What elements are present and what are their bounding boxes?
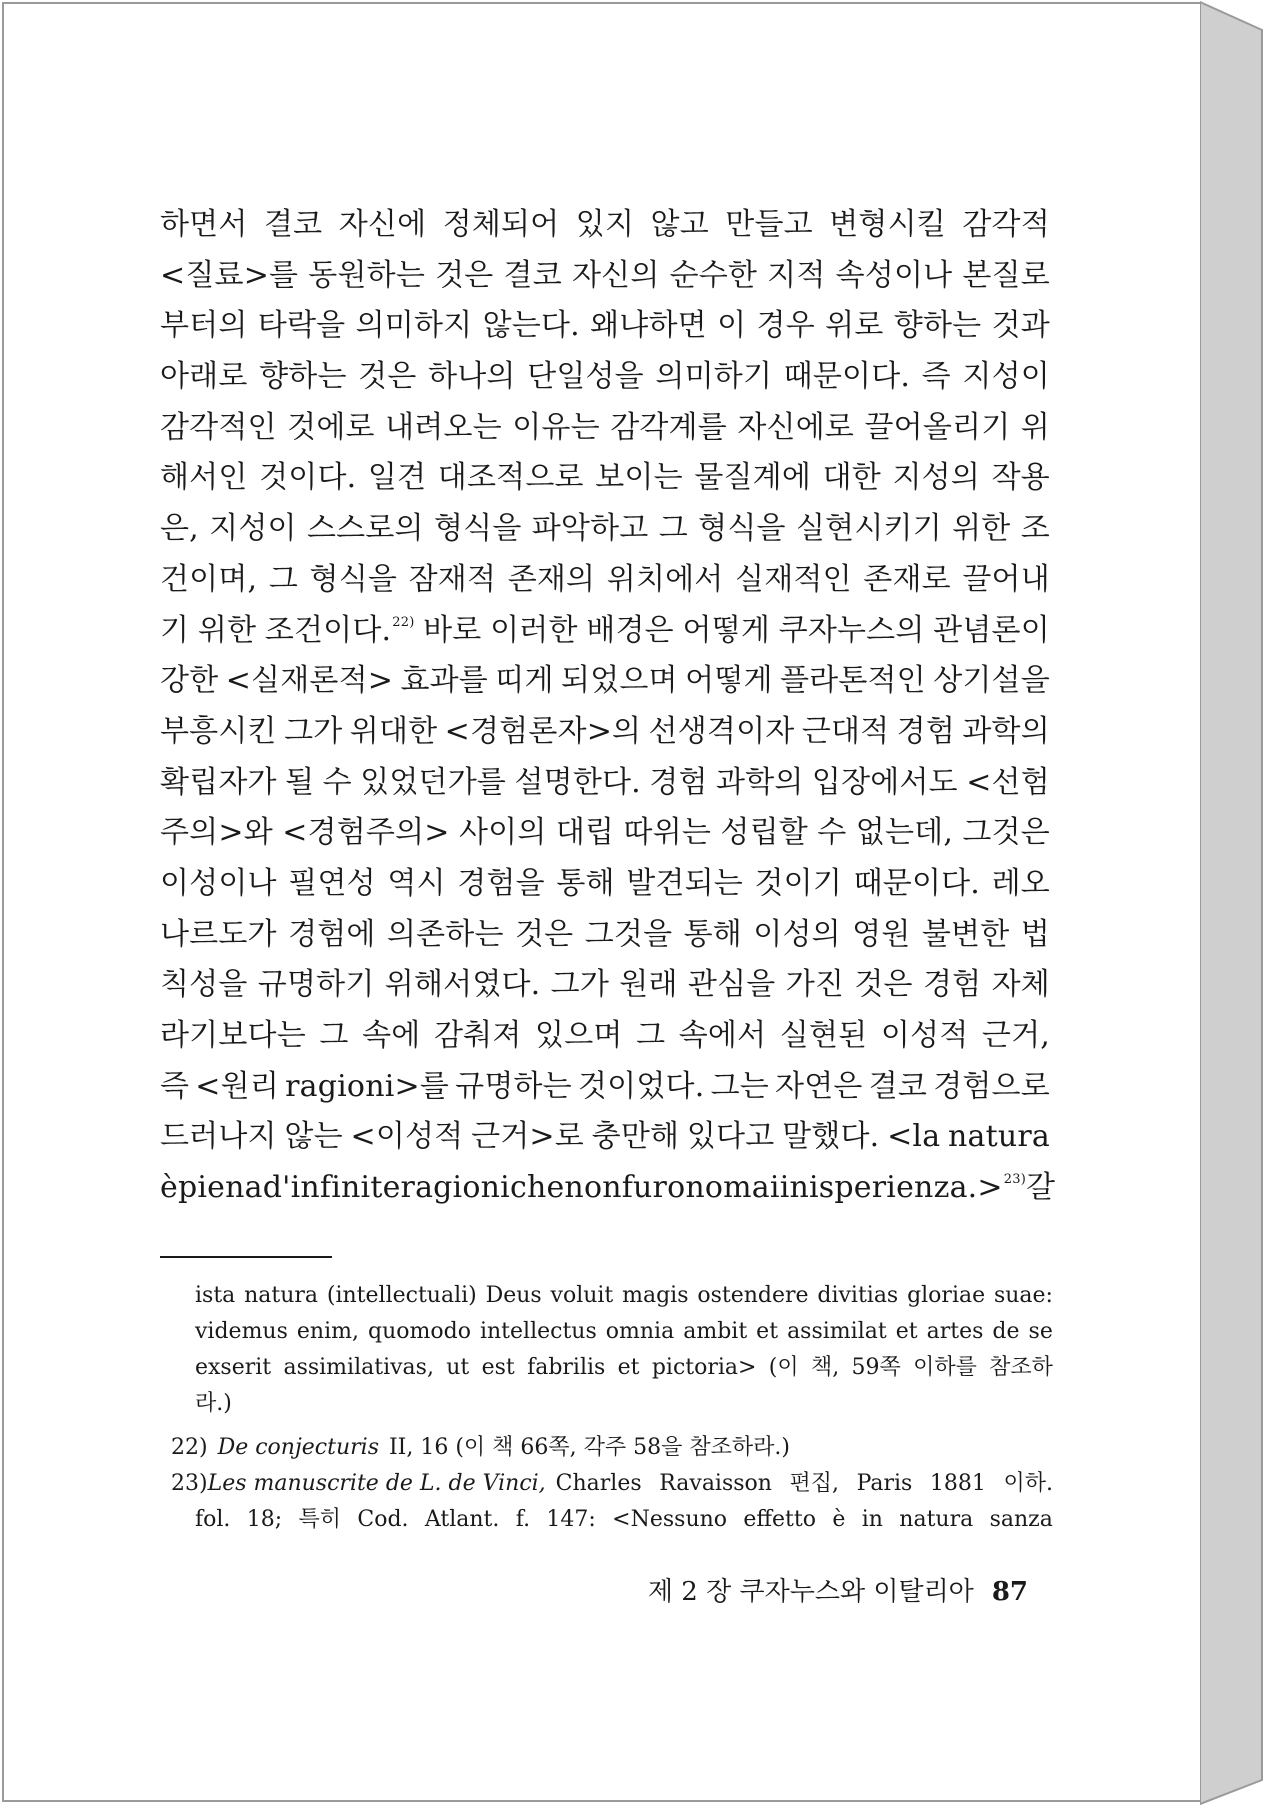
body-word: 아래로 bbox=[160, 359, 248, 395]
body-word: 감각계를 bbox=[610, 409, 727, 445]
body-word: 어떻게 bbox=[685, 663, 773, 699]
body-word: 띠게 bbox=[495, 663, 554, 699]
body-word: 위대한 bbox=[349, 713, 438, 749]
body-word: 순수한 bbox=[669, 257, 758, 293]
body-word: 실현시키기 bbox=[795, 511, 942, 547]
body-line bbox=[160, 758, 1050, 809]
body-word: 결코 bbox=[503, 257, 562, 293]
body-word: 이유는 bbox=[512, 409, 600, 445]
body-word: 잠재적 bbox=[408, 561, 497, 597]
body-word: <실재론적> bbox=[225, 663, 394, 699]
body-word: 작용 bbox=[991, 460, 1050, 496]
body-line bbox=[160, 301, 1050, 352]
body-word: 실재적인 bbox=[735, 561, 852, 597]
body-word: 필연성 bbox=[288, 865, 376, 901]
body-word: 그가 bbox=[284, 713, 343, 749]
footnote-word: 18; bbox=[246, 1507, 283, 1532]
body-word: 이러한 bbox=[490, 612, 578, 648]
body-word: 위치에서 bbox=[606, 561, 724, 597]
footnote-word: de bbox=[992, 1319, 1020, 1344]
body-word: 지적 bbox=[767, 257, 826, 293]
footnote-word: sanza bbox=[989, 1507, 1053, 1532]
footnote-word: in bbox=[861, 1507, 883, 1532]
body-word: 것은 bbox=[435, 257, 494, 293]
body-word: 과학의 bbox=[716, 764, 804, 800]
body-word: 과학의 bbox=[962, 713, 1050, 749]
body-word: 자신에로 bbox=[737, 409, 855, 445]
body-word: 위로 bbox=[825, 308, 884, 344]
footnote-word: se bbox=[1028, 1319, 1053, 1344]
body-word: 근거, bbox=[981, 1018, 1050, 1053]
footnote-word: gloriae bbox=[907, 1283, 986, 1308]
footnote-word: magis bbox=[622, 1283, 689, 1308]
footnote-word: 편집, bbox=[789, 1471, 840, 1496]
body-word: non bbox=[564, 1170, 622, 1206]
body-word: 조건이다.$^{22)}$ bbox=[264, 612, 415, 648]
body-line bbox=[160, 1163, 1056, 1214]
footnote-continuation-line bbox=[195, 1350, 1053, 1386]
body-line bbox=[160, 251, 1050, 302]
body-word: 조 bbox=[1020, 511, 1050, 547]
body-word: 플라톤적인 bbox=[779, 663, 926, 699]
footnote-word: Cod. bbox=[357, 1507, 409, 1532]
body-word: furono bbox=[621, 1170, 724, 1206]
body-line bbox=[160, 859, 1050, 910]
body-word: 근거>로 bbox=[471, 1119, 584, 1155]
footnote-23 bbox=[171, 1466, 1053, 1502]
footnote-label: 23) bbox=[171, 1471, 208, 1496]
body-word: 경험으로 bbox=[933, 1068, 1050, 1104]
footnote-title: Les manuscrite de L. de Vinci, bbox=[207, 1471, 546, 1496]
body-word: 의미하지 bbox=[355, 308, 473, 344]
body-word: 속에 bbox=[362, 1018, 421, 1053]
body-word: 것이었다. bbox=[577, 1068, 705, 1104]
body-word: 바로 bbox=[423, 612, 482, 648]
body-word: 실현된 bbox=[779, 1018, 868, 1053]
body-word: 원래 bbox=[619, 967, 678, 1003]
footnote-word: quomodo bbox=[368, 1319, 471, 1344]
footnote-word: ambit bbox=[683, 1319, 748, 1344]
footnote-word: fabrilis bbox=[527, 1355, 606, 1380]
body-word: 이성적 bbox=[880, 1018, 969, 1053]
footnote-word: divitias bbox=[817, 1283, 899, 1308]
body-word: 경험에 bbox=[288, 916, 376, 952]
body-word: 감각적인 bbox=[160, 409, 277, 445]
footnote-word: 이하. bbox=[1003, 1471, 1053, 1496]
body-word: 레오 bbox=[991, 865, 1050, 901]
body-word: 것은 bbox=[515, 916, 574, 952]
body-word: 감각적 bbox=[962, 207, 1050, 242]
body-word: è bbox=[160, 1170, 178, 1206]
body-word: 않는 bbox=[284, 1119, 343, 1155]
footnote-word: natura bbox=[244, 1283, 319, 1308]
body-word: 그는 bbox=[710, 1068, 769, 1104]
footnote-word: suae: bbox=[993, 1283, 1053, 1308]
body-word: 내려오는 bbox=[385, 409, 502, 445]
running-footer bbox=[648, 1572, 1028, 1612]
body-word: 경험 bbox=[649, 764, 708, 800]
footnote-label: 22) bbox=[171, 1435, 208, 1460]
body-word: <경험주의> bbox=[282, 815, 450, 851]
body-word: 즉 bbox=[160, 1068, 190, 1104]
body-word: 것은 bbox=[854, 967, 913, 1003]
footnote-22 bbox=[171, 1430, 1053, 1466]
footnote-word: Atlant. bbox=[424, 1507, 500, 1532]
body-word: 자체 bbox=[991, 967, 1050, 1003]
body-word: 위한 bbox=[952, 511, 1011, 547]
body-word: 단일성을 bbox=[527, 359, 644, 395]
footnote-word: (이 bbox=[768, 1355, 799, 1380]
body-word: 발견되는 bbox=[626, 865, 743, 901]
body-word: isperienza.>$^{23)}$ bbox=[809, 1170, 1026, 1206]
body-word: 건이며, bbox=[160, 561, 258, 597]
body-word: 부터의 bbox=[160, 308, 248, 344]
footnote-word: 특히 bbox=[298, 1507, 342, 1532]
body-word: 규명하는 bbox=[455, 1068, 572, 1104]
footnote-ref-22[interactable]: 22) bbox=[392, 614, 415, 630]
body-word: in bbox=[779, 1170, 810, 1206]
body-word: 그가 bbox=[550, 967, 610, 1003]
body-word: 수 bbox=[817, 815, 847, 851]
footnote-continuation-line bbox=[195, 1314, 1053, 1350]
body-line bbox=[160, 1011, 1050, 1062]
body-word: <이성적 bbox=[350, 1119, 464, 1155]
body-word: 있다고 bbox=[686, 1119, 775, 1155]
body-word: 통해 bbox=[556, 865, 615, 901]
body-word: 사이의 bbox=[458, 815, 547, 851]
footnote-continuation-line bbox=[195, 1386, 1053, 1422]
body-word: 형식을 bbox=[309, 561, 398, 597]
page-number: 87 bbox=[991, 1577, 1028, 1607]
body-word: 위해서였다. bbox=[384, 967, 541, 1003]
body-word: 통해 bbox=[683, 916, 742, 952]
footnote-word: 59쪽 bbox=[851, 1355, 901, 1380]
footnote-text: II, 16 (이 책 66쪽, 각주 58을 참조하라.) bbox=[388, 1435, 790, 1460]
footnote-word: et bbox=[895, 1319, 918, 1344]
body-word: 대립 bbox=[555, 815, 615, 851]
footnote-word: voluit bbox=[550, 1283, 614, 1308]
body-word: 이 bbox=[717, 308, 747, 344]
body-word: 그것은 bbox=[962, 815, 1050, 851]
body-word: 파악하고 bbox=[531, 511, 649, 547]
footnote-word: effetto bbox=[743, 1507, 816, 1532]
body-word: 그 bbox=[268, 561, 298, 597]
footnote-word: Ravaisson bbox=[659, 1471, 772, 1496]
footnote-word: 이하를 bbox=[913, 1355, 977, 1380]
body-word: d'infinite bbox=[262, 1170, 401, 1206]
body-word: 기 bbox=[160, 612, 190, 648]
body-word: 역시 bbox=[387, 865, 446, 901]
footnote-word: omnia bbox=[605, 1319, 675, 1344]
body-word: 칙성을 bbox=[160, 967, 248, 1003]
body-word: 의미하기 bbox=[655, 359, 773, 395]
body-word: 효과를 bbox=[400, 663, 488, 699]
footnote-word: et bbox=[617, 1355, 640, 1380]
body-line bbox=[160, 808, 1050, 859]
body-line bbox=[160, 1062, 1050, 1113]
body-word: 부흥시킨 bbox=[160, 713, 277, 749]
body-word: 규명하기 bbox=[257, 967, 375, 1003]
body-word: 있으며 bbox=[535, 1018, 623, 1053]
body-word: <질료>를 bbox=[160, 257, 299, 293]
body-word: 자신에 bbox=[338, 207, 427, 242]
body-word: 그것을 bbox=[584, 916, 673, 952]
body-word: 것은 bbox=[358, 359, 417, 395]
body-word: 해서인 bbox=[160, 460, 248, 496]
body-word: 향하는 bbox=[893, 308, 982, 344]
body-word: 않는다. bbox=[482, 308, 580, 344]
footnote-divider bbox=[160, 1256, 332, 1258]
footnote-word: Paris bbox=[856, 1471, 913, 1496]
body-word: 배경은 bbox=[586, 612, 674, 648]
footnote-word: exserit bbox=[195, 1355, 272, 1380]
body-word: 위한 bbox=[197, 612, 257, 648]
body-line bbox=[160, 403, 1050, 454]
body-line bbox=[160, 200, 1050, 251]
body-word: 없는데, bbox=[855, 815, 954, 851]
body-word: ragioni>를 bbox=[285, 1068, 450, 1104]
body-word: <원리 bbox=[195, 1068, 279, 1104]
body-word: 것이다. bbox=[259, 460, 357, 496]
footnote-text bbox=[556, 1466, 1053, 1502]
body-word: 물질계에 bbox=[694, 460, 812, 496]
footnote-ref-23[interactable]: 23) bbox=[1003, 1172, 1026, 1188]
body-word: 선생격이자 bbox=[648, 713, 795, 749]
body-word: 의존하는 bbox=[386, 916, 504, 952]
body-word: 수 bbox=[322, 764, 352, 800]
footnote-word: 1881 bbox=[929, 1471, 986, 1496]
chapter-title: 제 2 장 쿠자누스와 이탈리아 bbox=[647, 1577, 974, 1607]
footnote-word: ut bbox=[446, 1355, 470, 1380]
body-word: 감춰져 bbox=[433, 1018, 522, 1053]
body-word: 하면서 bbox=[160, 207, 248, 242]
body-word: 이성이나 bbox=[160, 865, 277, 901]
body-line bbox=[160, 1112, 1050, 1163]
body-word: 주의>와 bbox=[160, 815, 273, 851]
body-word: 자신의 bbox=[571, 257, 660, 293]
body-word: 끌어내 bbox=[962, 561, 1050, 597]
body-word: 자연은 bbox=[775, 1068, 863, 1104]
body-word: 결코 bbox=[263, 207, 323, 242]
body-word: 이성의 bbox=[753, 916, 841, 952]
footnotes bbox=[171, 1278, 1053, 1538]
body-word: 라기보다는 bbox=[160, 1018, 306, 1053]
body-word: 관심을 bbox=[687, 967, 776, 1003]
body-word: <선험 bbox=[966, 764, 1050, 800]
body-word: 것과 bbox=[991, 308, 1050, 344]
body-word: 되었으며 bbox=[561, 663, 678, 699]
footnote-text: 라.) bbox=[195, 1391, 232, 1416]
body-word: 있지 bbox=[575, 207, 635, 242]
body-line bbox=[160, 453, 1050, 504]
body-word: 때문이다. bbox=[853, 865, 981, 901]
body-word: 형식을 bbox=[433, 511, 522, 547]
body-word: 타락을 bbox=[257, 308, 346, 344]
body-word: 것에로 bbox=[287, 409, 375, 445]
body-word: 근대적 bbox=[801, 713, 890, 749]
body-word: 법 bbox=[1020, 916, 1050, 952]
body-line bbox=[160, 910, 1050, 961]
body-word: 그 bbox=[636, 1018, 666, 1053]
footnote-word: Charles bbox=[555, 1471, 642, 1496]
body-word: 형식을 bbox=[698, 511, 786, 547]
body-word: 정체되어 bbox=[442, 207, 560, 242]
body-word: 결코 bbox=[868, 1068, 928, 1104]
body-line bbox=[160, 960, 1050, 1011]
body-word: 대한 bbox=[822, 460, 881, 496]
body-word: 본질로 bbox=[962, 257, 1050, 293]
body-word: 속성이나 bbox=[835, 257, 953, 293]
body-word: 것이기 bbox=[754, 865, 843, 901]
body-word: 끌어올리기 bbox=[864, 409, 1011, 445]
body-word: che bbox=[509, 1170, 565, 1206]
body-word: 상기설을 bbox=[933, 663, 1050, 699]
body-word: 쿠자누스의 bbox=[778, 612, 925, 648]
body-word: 충만해 bbox=[591, 1119, 680, 1155]
footnote-word: (intellectuali) bbox=[326, 1283, 477, 1308]
body-word: 그 bbox=[658, 511, 688, 547]
body-word: 일견 bbox=[367, 460, 427, 496]
footnote-word: 책, bbox=[810, 1355, 840, 1380]
footnote-word: enim, bbox=[296, 1319, 359, 1344]
footnote-word: est bbox=[481, 1355, 515, 1380]
body-line bbox=[160, 656, 1050, 707]
body-word: 않고 bbox=[650, 207, 709, 242]
footnote-word: 참조하 bbox=[989, 1355, 1053, 1380]
body-word: 은, bbox=[160, 511, 199, 547]
body-word: ragioni bbox=[400, 1170, 510, 1206]
body-line bbox=[160, 352, 1050, 403]
body-word: 성립할 bbox=[720, 815, 808, 851]
body-word: 향하는 bbox=[259, 359, 347, 395]
body-word: 동원하는 bbox=[308, 257, 426, 293]
footnote-word: intellectus bbox=[479, 1319, 597, 1344]
body-word: 드러나지 bbox=[160, 1119, 277, 1155]
footnote-continuation-line bbox=[195, 1278, 1053, 1314]
footnote-word: f. bbox=[515, 1507, 531, 1532]
body-word: 있었던가를 bbox=[360, 764, 507, 800]
body-word: 영원 bbox=[852, 916, 911, 952]
body-line bbox=[160, 707, 1050, 758]
body-word: 위 bbox=[1020, 409, 1050, 445]
footnote-word: fol. bbox=[195, 1507, 231, 1532]
page-stack-edge bbox=[1200, 0, 1275, 1806]
body-word: 하나의 bbox=[428, 359, 516, 395]
body-word: 될 bbox=[285, 764, 315, 800]
body-word: 확립자가 bbox=[160, 764, 277, 800]
body-line bbox=[160, 606, 1050, 657]
body-word: natura bbox=[947, 1119, 1050, 1155]
body-word: 어떻게 bbox=[682, 612, 771, 648]
footnote-word: <Nessuno bbox=[612, 1507, 728, 1532]
footnote-word: natura bbox=[899, 1507, 974, 1532]
body-text bbox=[160, 200, 1056, 1214]
body-word: 지성이 bbox=[209, 511, 297, 547]
footnote-word: 147: bbox=[546, 1507, 596, 1532]
body-word: 경험 bbox=[922, 967, 982, 1003]
body-word: 나르도가 bbox=[160, 916, 277, 952]
body-line bbox=[160, 555, 1050, 606]
footnote-word: et bbox=[756, 1319, 779, 1344]
footnote-word: ostendere bbox=[697, 1283, 809, 1308]
body-word: 불변한 bbox=[921, 916, 1010, 952]
body-word: 스스로의 bbox=[306, 511, 424, 547]
body-word: 속에서 bbox=[678, 1018, 767, 1053]
body-word: 경험을 bbox=[457, 865, 545, 901]
body-word: 그 bbox=[319, 1018, 349, 1053]
footnote-title: De conjecturis bbox=[217, 1435, 379, 1460]
body-word: 때문이다. bbox=[783, 359, 911, 395]
body-word: piena bbox=[177, 1170, 263, 1206]
footnote-word: assimilat bbox=[787, 1319, 887, 1344]
body-word: 대조적으로 bbox=[437, 460, 584, 496]
body-word: 설명한다. bbox=[514, 764, 641, 800]
footnote-word: Deus bbox=[485, 1283, 542, 1308]
body-word: 입장에서도 bbox=[811, 764, 958, 800]
body-word: <경험론자>의 bbox=[444, 713, 642, 749]
body-word: 말했다. bbox=[782, 1119, 880, 1155]
footnote-word: è bbox=[832, 1507, 846, 1532]
body-word: mai bbox=[723, 1170, 780, 1206]
body-word: 존재의 bbox=[507, 561, 596, 597]
body-word: 경험 bbox=[896, 713, 956, 749]
footnote-word: videmus bbox=[195, 1319, 288, 1344]
body-word: 강한 bbox=[160, 663, 219, 699]
body-word: 왜냐하면 bbox=[590, 308, 707, 344]
body-word: 만들고 bbox=[725, 207, 813, 242]
body-word: 갈 bbox=[1025, 1170, 1056, 1206]
body-word: 즉 bbox=[921, 359, 951, 395]
body-word: 존재로 bbox=[863, 561, 951, 597]
footnote-word: artes bbox=[926, 1319, 984, 1344]
body-word: <la bbox=[887, 1119, 941, 1155]
body-word: 따위는 bbox=[623, 815, 712, 851]
body-word: 경우 bbox=[756, 308, 815, 344]
body-word: 지성이 bbox=[962, 359, 1050, 395]
body-word: 변형시킬 bbox=[829, 207, 946, 242]
body-word: 지성의 bbox=[892, 460, 981, 496]
footnote-word: ista bbox=[195, 1283, 236, 1308]
footnote-continuation-line bbox=[195, 1502, 1053, 1538]
body-word: 관념론이 bbox=[933, 612, 1050, 648]
footnote-word: pictoria> bbox=[651, 1355, 757, 1380]
body-word: 가진 bbox=[785, 967, 845, 1003]
footnote-word: assimilativas, bbox=[283, 1355, 434, 1380]
body-word: 보이는 bbox=[595, 460, 683, 496]
body-line bbox=[160, 504, 1050, 555]
